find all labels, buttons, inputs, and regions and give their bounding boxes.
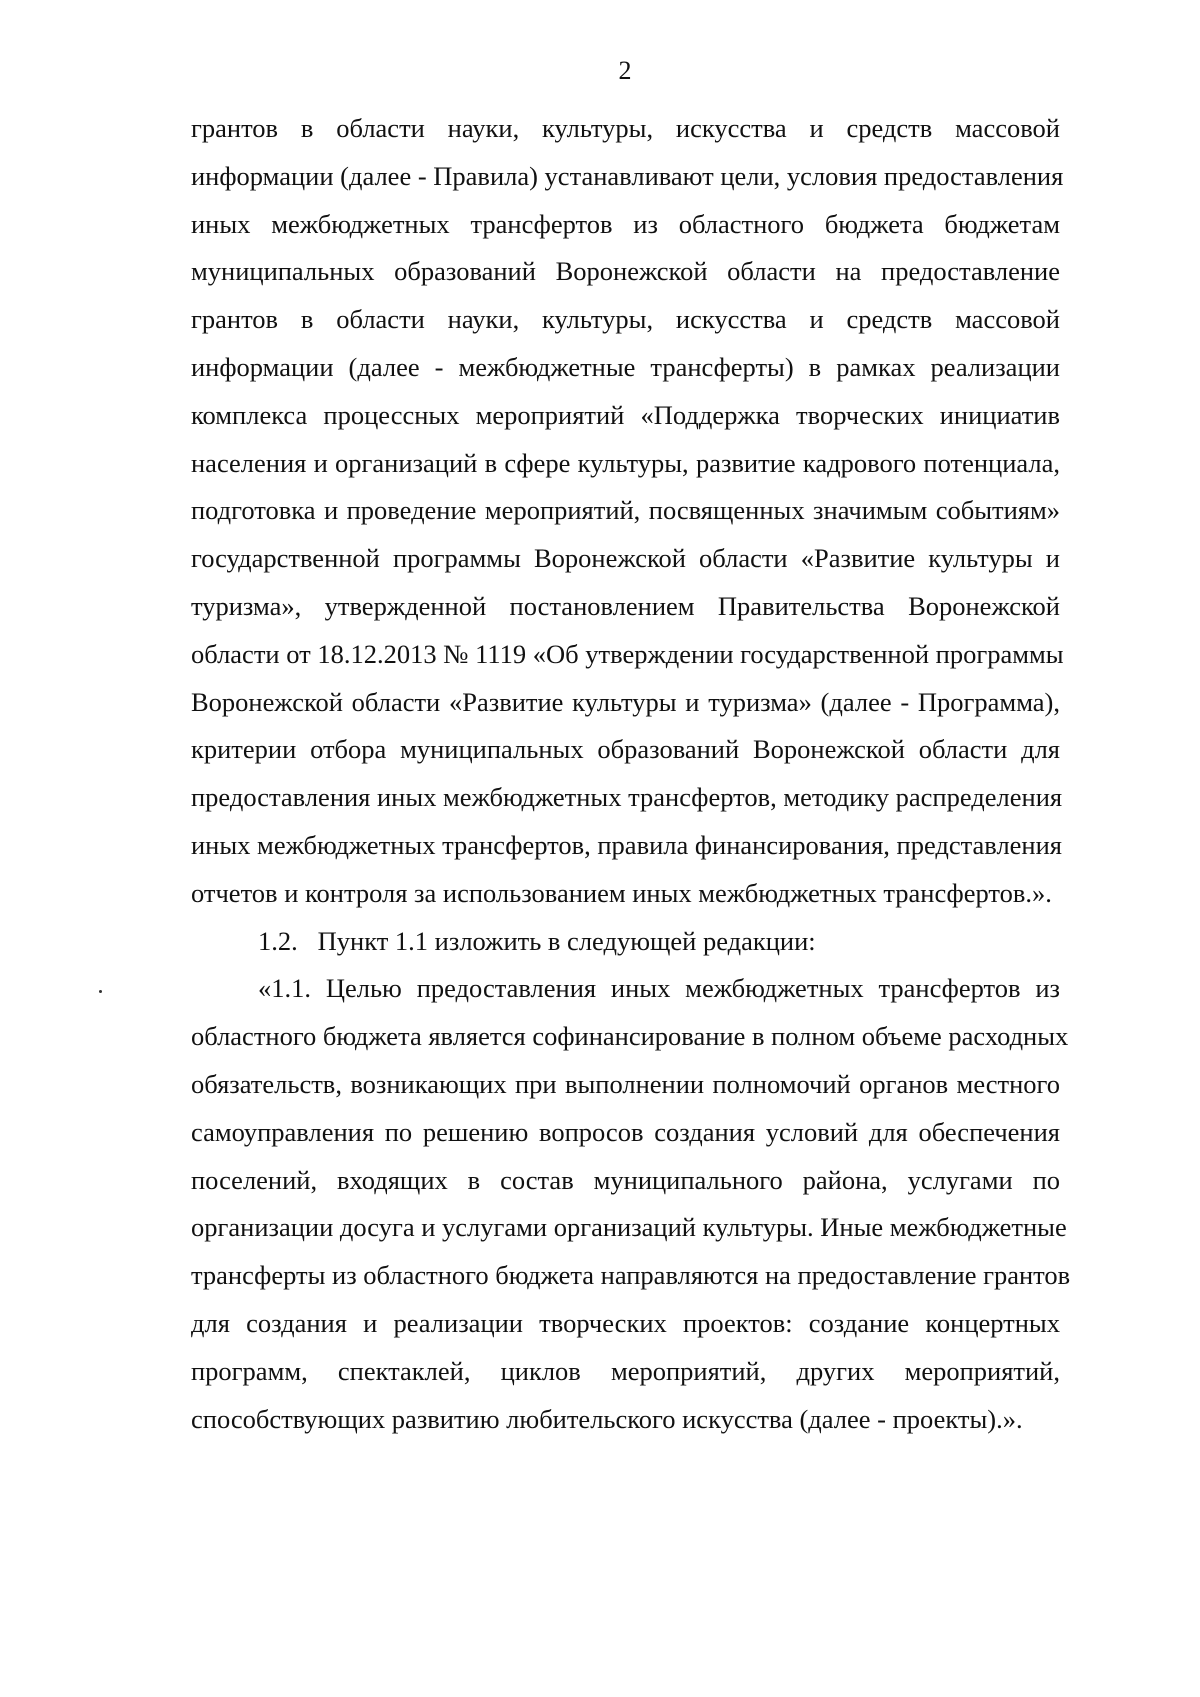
text-line: области от 18.12.2013 № 1119 «Об утверждении государственной программы: [191, 638, 1064, 669]
text-line: поселений, входящих в состав муниципального района, услугами по: [191, 1164, 1060, 1195]
text-line: информации (далее - Правила) устанавливают цели, условия предоставления: [191, 160, 1064, 191]
text-line: трансферты из областного бюджета направляются на предоставление грантов: [191, 1260, 1071, 1291]
text-line: иных межбюджетных трансфертов, правила финансирования, представления: [191, 829, 1062, 860]
text-line: иных межбюджетных трансфертов из областного бюджета бюджетам: [191, 208, 1060, 239]
text-line: Воронежской области «Развитие культуры и туризма» (далее - Программа),: [191, 686, 1060, 717]
text-line: организации досуга и услугами организаций культуры. Иные межбюджетные: [191, 1212, 1067, 1243]
text-line: населения и организаций в сфере культуры, развитие кадрового потенциала,: [191, 447, 1060, 478]
text-line: критерии отбора муниципальных образований Воронежской области для: [191, 734, 1060, 765]
text-line: грантов в области науки, культуры, искусства и средств массовой: [191, 113, 1060, 143]
text-line: отчетов и контроля за использованием иных межбюджетных трансфертов.».: [191, 877, 1052, 908]
clause-heading: 1.2. Пункт 1.1 изложить в следующей редакции:: [258, 925, 816, 956]
text-line: комплекса процессных мероприятий «Поддержка творческих инициатив: [191, 399, 1060, 430]
scan-speck: [99, 990, 102, 993]
text-line: грантов в области науки, культуры, искусства и средств массовой: [191, 304, 1060, 335]
page-number: 2: [618, 56, 632, 85]
text-line: предоставления иных межбюджетных трансфертов, методику распределения: [191, 782, 1063, 813]
text-line: областного бюджета является софинансирование в полном объеме расходных: [191, 1021, 1069, 1052]
text-line: государственной программы Воронежской области «Развитие культуры и: [191, 543, 1060, 574]
text-line: «1.1. Целью предоставления иных межбюджетных трансфертов из: [258, 973, 1060, 1004]
text-line: информации (далее - межбюджетные трансферты) в рамках реализации: [191, 351, 1060, 382]
text-line: для создания и реализации творческих проектов: создание концертных: [191, 1307, 1060, 1338]
text-line: обязательств, возникающих при выполнении полномочий органов местного: [191, 1068, 1060, 1099]
text-line: программ, спектаклей, циклов мероприятий, других мероприятий,: [191, 1355, 1060, 1386]
text-line: муниципальных образований Воронежской области на предоставление: [191, 256, 1060, 287]
document-body: [191, 108, 1071, 1446]
text-line: способствующих развитию любительского искусства (далее - проекты).».: [191, 1403, 1023, 1434]
text-line: туризма», утвержденной постановлением Правительства Воронежской: [191, 590, 1060, 621]
text-line: самоуправления по решению вопросов создания условий для обеспечения: [191, 1116, 1060, 1147]
text-line: подготовка и проведение мероприятий, посвященных значимым событиям»: [191, 495, 1060, 526]
